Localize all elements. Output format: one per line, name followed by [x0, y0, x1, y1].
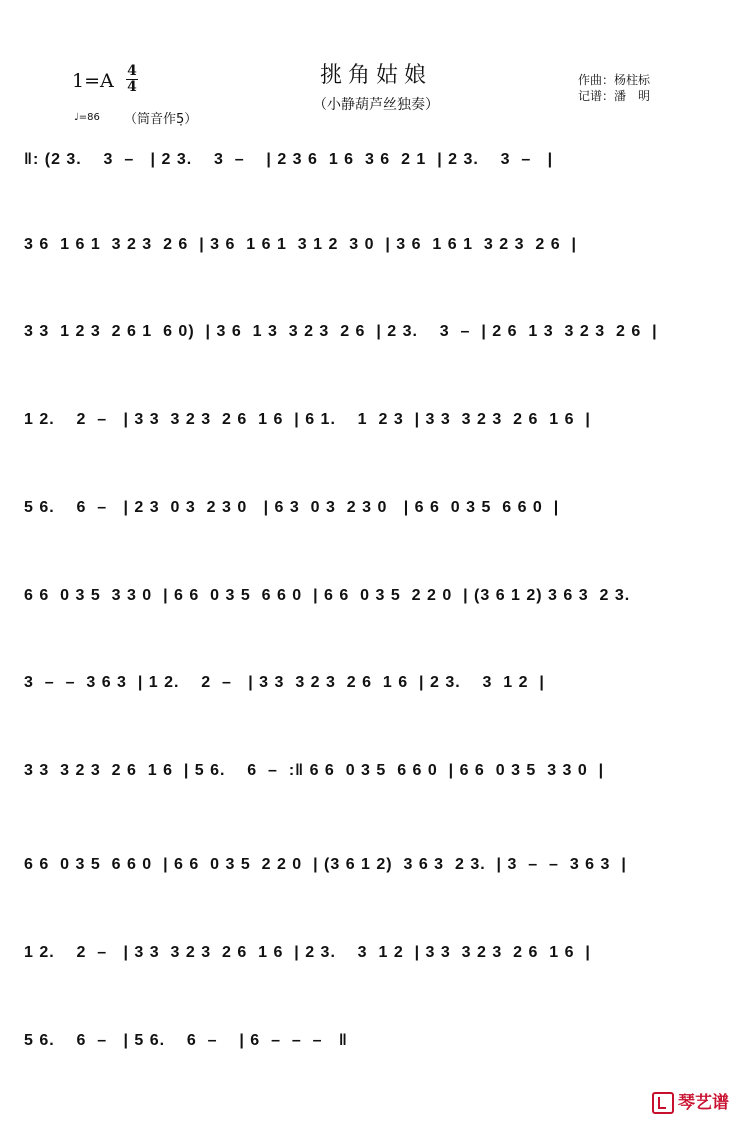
notation-text: 3 6 1 6 1 3 2 3 2 6 | 3 6 1 6 1 3 1 2 3 0 | 3 6 1 6 1 3 2 3 2 6 | — [24, 236, 577, 253]
notation-text: 5 6. 6 – | 2 3 0 3 2 3 0 | 6 3 0 3 2 3 0 | 6 6 0 3 5 6 6 0 | — [24, 499, 560, 516]
notation-text: 3 3 3 2 3 2 6 1 6 | 5 6. 6 – :‖ 6 6 0 3 5 6 6 0 | 6 6 0 3 5 3 3 0 | — [24, 762, 605, 779]
time-signature-bottom: 4 — [127, 79, 137, 95]
score-subtitle: （小静葫芦丝独奏） — [313, 97, 439, 113]
score-line-11 — [24, 1021, 732, 1061]
score-line-5 — [24, 488, 732, 528]
composer: 作曲：杨柱标 — [578, 73, 651, 87]
notation-text: 3 – – 3 6 3 | 1 2. 2 – | 3 3 3 2 3 2 6 1 6 | 2 3. 3 1 2 | — [24, 674, 545, 691]
score-line-9 — [24, 845, 732, 885]
notation-text: ‖: (2 3. 3 – | 2 3. 3 – | 2 3 6 1 6 3 6 2 1 | 2 3. 3 – | — [24, 151, 554, 168]
score-line-3 — [24, 312, 732, 352]
score-line-1 — [24, 140, 732, 180]
notation-text: 6 6 0 3 5 6 6 0 | 6 6 0 3 5 2 2 0 | (3 6 1 2) 3 6 3 2 3. | 3 – – 3 6 3 | — [24, 856, 627, 873]
time-signature — [126, 64, 138, 95]
notation-text: 3 3 1 2 3 2 6 1 6 0) | 3 6 1 3 3 2 3 2 6 | 2 3. 3 – | 2 6 1 3 3 2 3 2 6 | — [24, 323, 658, 340]
notation-text: 1 2. 2 – | 3 3 3 2 3 2 6 1 6 | 2 3. 3 1 2 | 3 3 3 2 3 2 6 1 6 | — [24, 944, 591, 961]
transcriber: 记谱：潘 明 — [578, 89, 651, 103]
logo-text: 琴艺谱 — [678, 1093, 729, 1113]
logo-icon — [652, 1092, 674, 1114]
score-title: 挑角姑娘 — [319, 63, 432, 88]
notation-text: 1 2. 2 – | 3 3 3 2 3 2 6 1 6 | 6 1. 1 2 3 | 3 3 3 2 3 2 6 1 6 | — [24, 411, 591, 428]
score-line-6 — [24, 576, 732, 616]
tone-note: （筒音作5̣） — [124, 112, 198, 127]
score-line-7 — [24, 663, 732, 703]
key-signature: 1=A — [72, 70, 114, 92]
tempo-mark: ♩=86 — [74, 112, 100, 123]
notation-text: 6 6 0 3 5 3 3 0 | 6 6 0 3 5 6 6 0 | 6 6 0 3 5 2 2 0 | (3 6 1 2) 3 6 3 2 3. — [24, 587, 631, 604]
notation-text: 5 6. 6 – | 5 6. 6 – | 6 – – – ‖ — [24, 1032, 348, 1049]
score-line-10 — [24, 933, 732, 973]
credits — [578, 72, 650, 104]
score-line-2 — [24, 225, 732, 265]
time-signature-top: 4 — [127, 63, 137, 79]
score-line-4 — [24, 400, 732, 440]
site-logo — [652, 1088, 729, 1114]
score-line-8 — [24, 751, 732, 791]
